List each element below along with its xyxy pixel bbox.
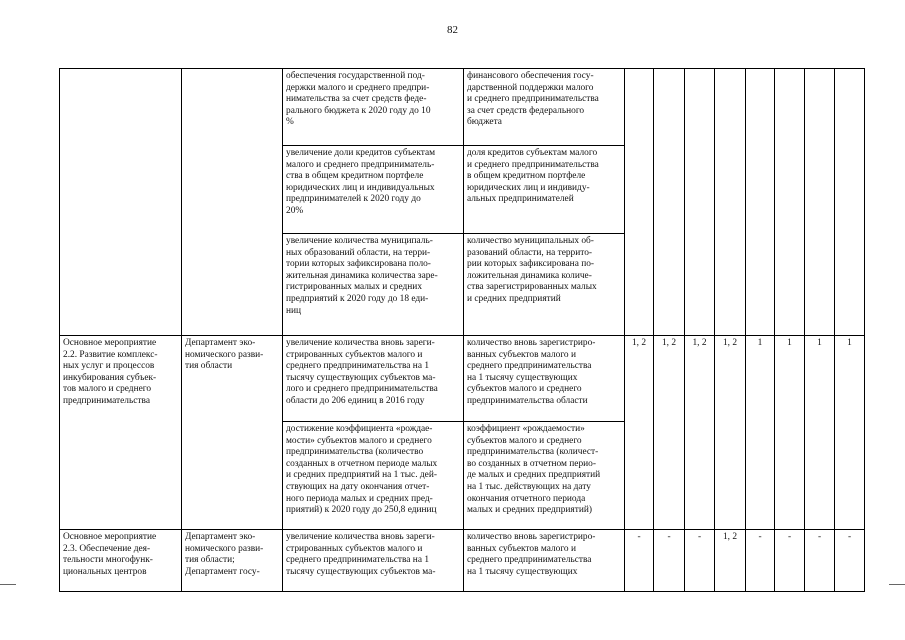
department-cell: Департамент эко- номического разви- тия области; Департамент госу- [182, 530, 283, 592]
value-cell [805, 69, 835, 336]
indicator-target-cell: увеличение количества вновь зареги- стрированных субъектов малого и среднего предпринимательства на 1 тысячу существующих субъектов ма- лого и среднего предпринимательства области до 206 единиц в 2016 году [283, 336, 464, 422]
value-cell: - [835, 530, 865, 592]
table-row [60, 530, 865, 592]
value-cell: 1, 2 [654, 336, 685, 530]
value-cell: - [805, 530, 835, 592]
value-cell [835, 69, 865, 336]
value-cell [775, 69, 805, 336]
value-cell: - [775, 530, 805, 592]
table-row [60, 336, 865, 422]
value-cell: 1, 2 [625, 336, 654, 530]
value-cell [715, 69, 746, 336]
indicator-name-cell: коэффициент «рождаемости» субъектов малого и среднего предпринимательства (количест- во созданных в отчетном перио- де малых и средних предприятий на 1 тыс. действующих на дату окончания отчетного периода малых и средних предприятий) [464, 422, 625, 530]
indicator-target-cell: увеличение количества муниципаль- ных образований области, на терри- тории которых зафиксирована поло- жительная динамика количества заре- гистрированных малых и средних предприятий к 2020 году до 18 еди- ниц [283, 234, 464, 336]
value-cell: 1, 2 [715, 530, 746, 592]
value-cell: 1, 2 [715, 336, 746, 530]
indicator-name-cell: количество вновь зарегистриро- ванных субъектов малого и среднего предпринимательства на 1 тысячу существующих [464, 530, 625, 592]
value-cell: 1, 2 [685, 336, 715, 530]
scan-mark-right [889, 584, 905, 585]
indicator-target-cell: достижение коэффициента «рождае- мости» субъектов малого и среднего предпринимательства (количество созданных в отчетном периоде малых и средних предприятий на 1 тыс. дей- ствующих на дату окончания отчет- ного периода малых и средних пред- приятий) к 2020 году до 250,8 единиц [283, 422, 464, 530]
value-cell: - [685, 530, 715, 592]
indicator-target-cell: увеличение количества вновь зареги- стрированных субъектов малого и среднего предпринимательства на 1 тысячу существующих субъектов ма- [283, 530, 464, 592]
value-cell: 1 [835, 336, 865, 530]
value-cell [654, 69, 685, 336]
value-cell: - [746, 530, 775, 592]
measure-cell: Основное мероприятие 2.3. Обеспечение дея- тельности многофунк- циональных центров [60, 530, 182, 592]
table-row [60, 69, 865, 146]
value-cell: - [654, 530, 685, 592]
indicator-target-cell: обеспечения государственной под- держки малого и среднего предпри- нимательства за счет средств феде- рального бюджета к 2020 году до 10 % [283, 69, 464, 146]
value-cell: 1 [805, 336, 835, 530]
value-cell [746, 69, 775, 336]
department-cell: Департамент эко- номического разви- тия области [182, 336, 283, 530]
program-measures-table [59, 68, 865, 592]
value-cell [625, 69, 654, 336]
indicator-name-cell: количество вновь зарегистриро- ванных субъектов малого и среднего предпринимательства на 1 тысячу существующих субъектов малого и среднего предпринимательства области [464, 336, 625, 422]
measure-cell [60, 69, 182, 336]
scan-mark-left [0, 584, 16, 585]
department-cell [182, 69, 283, 336]
value-cell [685, 69, 715, 336]
page-number: 82 [447, 24, 458, 36]
measure-cell: Основное мероприятие 2.2. Развитие комплекс- ных услуг и процессов инкубирования субъек- тов малого и среднего предпринимательства [60, 336, 182, 530]
value-cell: 1 [775, 336, 805, 530]
indicator-name-cell: количество муниципальных об- разований области, на террито- рии которых зафиксирована по- ложительная динамика количе- ства зарегистрированных малых и средних предприятий [464, 234, 625, 336]
indicator-target-cell: увеличение доли кредитов субъектам малого и среднего предприниматель- ства в общем кредитном портфеле юридических лиц и индивидуальных предпринимателей к 2020 году до 20% [283, 146, 464, 234]
value-cell: 1 [746, 336, 775, 530]
indicator-name-cell: доля кредитов субъектам малого и среднего предпринимательства в общем кредитном портфеле юридических лиц и индивиду- альных предпринимателей [464, 146, 625, 234]
value-cell: - [625, 530, 654, 592]
indicator-name-cell: финансового обеспечения госу- дарственной поддержки малого и среднего предпринимательства за счет средств федерального бюджета [464, 69, 625, 146]
